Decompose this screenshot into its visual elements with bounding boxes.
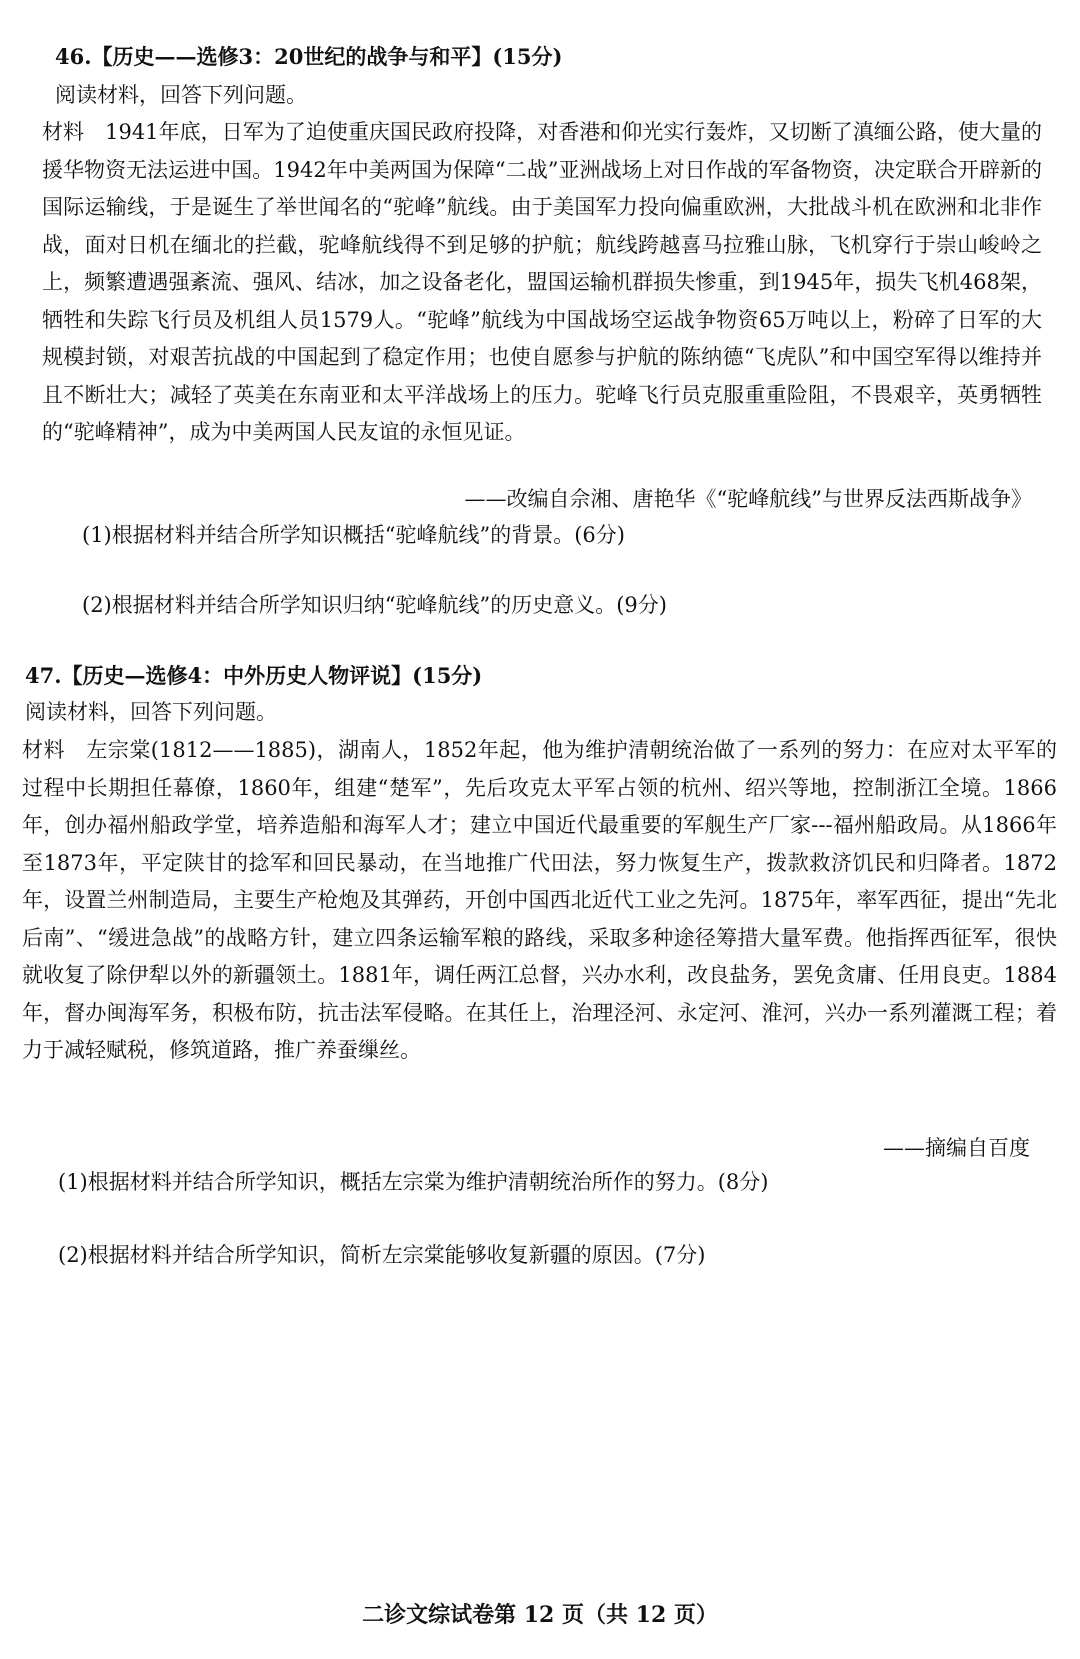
q46-question-2: (2)根据材料并结合所学知识归纳“驼峰航线”的历史意义。(9分) xyxy=(82,593,667,617)
q47-question-1: (1)根据材料并结合所学知识，概括左宗棠为维护清朝统治所作的努力。(8分) xyxy=(58,1170,769,1194)
page-footer: 二诊文综试卷第 12 页（共 12 页） xyxy=(362,1602,718,1628)
q46-heading: 46.【历史——选修3：20世纪的战争与和平】(15分) xyxy=(55,44,563,69)
q46-material: 材料 1941年底，日军为了迫使重庆国民政府投降，对香港和仰光实行轰炸，又切断了滇缅公路，使大量的援华物资无法运进中国。1942年中美两国为保障“二战”亚洲战场上对日作战的军备物资，决定联合开辟新的国际运输线，于是诞生了举世闻名的“驼峰”航线。由于美国军力投向偏重欧洲，大批战斗机在欧洲和北非作战，面对日机在缅北的拦截，驼峰航线得不到足够的护航；航线跨越喜马拉雅山脉，飞机穿行于崇山峻岭之上，频繁遭遇强紊流、强风、结冰，加之设备老化，盟国运输机群损失惨重，到1945年，损失飞机468架，牺牲和失踪飞行员及机组人员1579人。“驼峰”航线为中国战场空运战争物资65万吨以上，粉碎了日军的大规模封锁，对艰苦抗战的中国起到了稳定作用；也使自愿参与护航的陈纳德“飞虎队”和中国空军得以维持并且不断壮大；减轻了英美在东南亚和太平洋战场上的压力。驼峰飞行员克服重重险阻，不畏艰辛，英勇牺牲的“驼峰精神”，成为中美两国人民友谊的永恒见证。 xyxy=(42,120,1042,444)
q46-question-1: (1)根据材料并结合所学知识概括“驼峰航线”的背景。(6分) xyxy=(82,523,625,547)
q47-source: ——摘编自百度 xyxy=(883,1136,1030,1160)
q47-material: 材料 左宗棠(1812——1885)，湖南人，1852年起，他为维护清朝统治做了一系列的努力：在应对太平军的过程中长期担任幕僚，1860年，组建“楚军”，先后攻克太平军占领的杭州、绍兴等地，控制浙江全境。1866年，创办福州船政学堂，培养造船和海军人才；建立中国近代最重要的军舰生产厂家---福州船政局。从1866年至1873年，平定陕甘的捻军和回民暴动，在当地推广代田法，努力恢复生产，拨款救济饥民和归降者。1872年，设置兰州制造局，主要生产枪炮及其弹药，开创中国西北近代工业之先河。1875年，率军西征，提出“先北后南”、“缓进急战”的战略方针，建立四条运输军粮的路线，采取多种途径筹措大量军费。他指挥西征军，很快就收复了除伊犁以外的新疆领土。1881年，调任两江总督，兴办水利，改良盐务，罢免贪庸、任用良吏。1884年，督办闽海军务，积极布防，抗击法军侵略。在其任上，治理泾河、永定河、淮河，兴办一系列灌溉工程；着力于减轻赋税，修筑道路，推广养蚕缫丝。 xyxy=(22,738,1057,1062)
q46-instruction: 阅读材料，回答下列问题。 xyxy=(55,83,307,107)
q47-question-2: (2)根据材料并结合所学知识，简析左宗棠能够收复新疆的原因。(7分) xyxy=(58,1243,706,1267)
q47-heading: 47.【历史—选修4：中外历史人物评说】(15分) xyxy=(25,663,483,688)
q46-source: ——改编自佘湘、唐艳华《“驼峰航线”与世界反法西斯战争》 xyxy=(464,487,1032,511)
q47-instruction: 阅读材料，回答下列问题。 xyxy=(25,700,277,724)
